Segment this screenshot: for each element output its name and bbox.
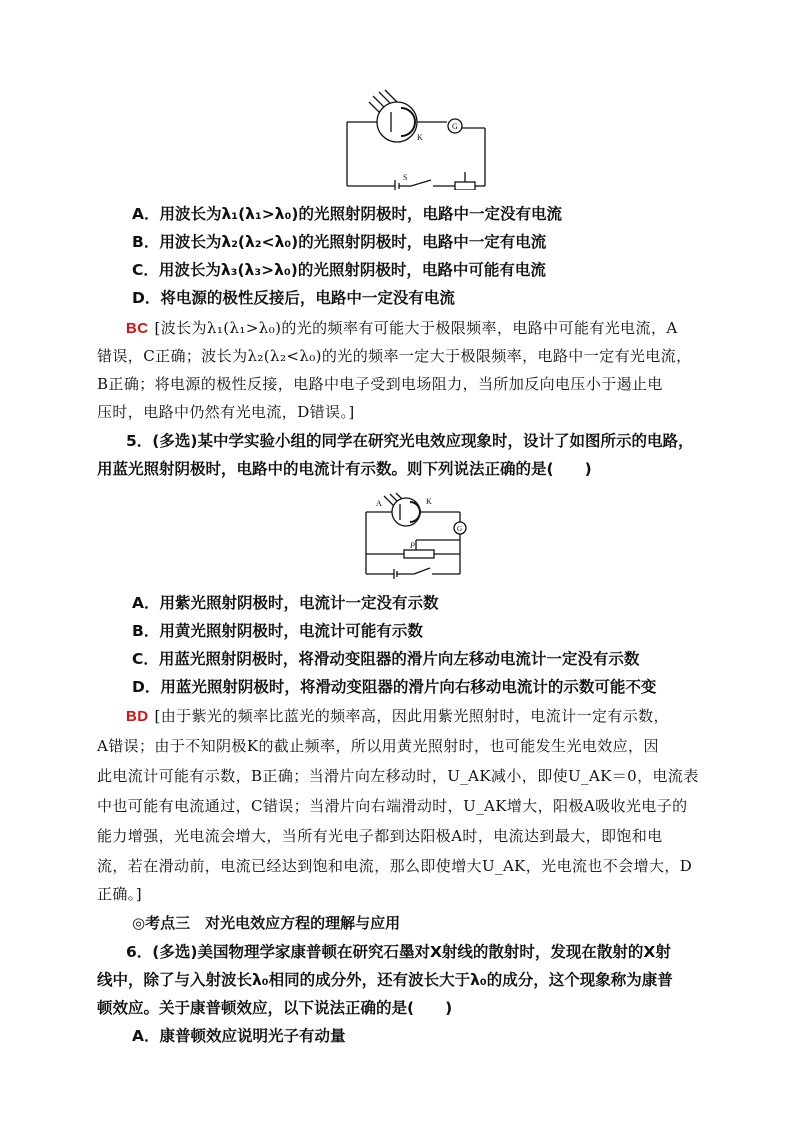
q5-answer-line-1: BD [由于紫光的频率比蓝光的频率高，因此用紫光照射时，电流计一定有示数，	[126, 707, 669, 725]
label-k: K	[417, 133, 423, 142]
q5-answer-line-2: A错误；由于不知阴极K的截止频率，所以用黄光照射时，也可能发生光电效应，因	[97, 737, 659, 755]
section-heading: ◎考点三 对光电效应方程的理解与应用	[132, 914, 401, 932]
circuit-diagram-1	[335, 88, 495, 190]
q5-answer-line-5: 能力增强，光电流会增大，当所有光电子都到达阳极A时，电流达到最大，即饱和电	[97, 827, 663, 845]
q6-stem-line-3: 顿效应。关于康普顿效应，以下说法正确的是( )	[97, 999, 453, 1017]
label-g: G	[452, 122, 458, 131]
q5-answer-tag: BD	[126, 708, 149, 725]
q4-option-c: C．用波长为λ₃(λ₃>λ₀)的光照射阴极时，电路中可能有电流	[132, 261, 546, 279]
q6-stem-line-1: 6．(多选)美国物理学家康普顿在研究石墨对X射线的散射时，发现在散射的X射	[126, 943, 671, 961]
q5-option-a: A．用紫光照射阴极时，电流计一定没有示数	[132, 594, 439, 612]
q4-answer-tag: BC	[126, 320, 149, 337]
q5-option-c: C．用蓝光照射阴极时，将滑动变阻器的滑片向左移动电流计一定没有示数	[132, 650, 640, 668]
q5-option-b: B．用黄光照射阴极时，电流计可能有示数	[132, 622, 423, 640]
q5-answer-line-3: 此电流计可能有示数，B正确；当滑片向左移动时，U_AK减小，即使U_AK＝0，电流表	[97, 767, 699, 785]
q5-answer-line-7: 正确。]	[97, 885, 142, 903]
q4-option-a: A．用波长为λ₁(λ₁>λ₀)的光照射阴极时，电路中一定没有电流	[132, 205, 562, 223]
q4-option-b: B．用波长为λ₂(λ₂<λ₀)的光照射阴极时，电路中一定有电流	[132, 233, 547, 251]
label-s: S	[403, 173, 408, 182]
q5-option-d: D．用蓝光照射阴极时，将滑动变阻器的滑片向右移动电流计的示数可能不变	[132, 678, 657, 696]
q4-answer-line-3: B正确；将电源的极性反接，电路中电子受到电场阻力，当所加反向电压小于遏止电	[97, 375, 663, 393]
label-g: G	[457, 525, 463, 533]
label-p: P	[410, 541, 415, 550]
q4-answer-line-1: BC [波长为λ₁(λ₁>λ₀)的光的频率有可能大于极限频率，电路中可能有光电流，A	[126, 319, 678, 337]
circuit-diagram-2	[360, 492, 480, 582]
q4-answer-line-4: 压时，电路中仍然有光电流，D错误。]	[97, 403, 355, 421]
q6-option-a: A．康普顿效应说明光子有动量	[132, 1027, 346, 1045]
label-k: K	[426, 497, 432, 506]
q6-stem-line-2: 线中，除了与入射波长λ₀相同的成分外，还有波长大于λ₀的成分，这个现象称为康普	[97, 971, 673, 989]
q5-stem-line-2: 用蓝光照射阴极时，电路中的电流计有示数。则下列说法正确的是( )	[97, 460, 592, 478]
q4-option-d: D．将电源的极性反接后，电路中一定没有电流	[132, 289, 455, 307]
q5-answer-line-4: 中也可能有电流通过，C错误；当滑片向右端滑动时，U_AK增大，阳极A吸收光电子的	[97, 797, 688, 815]
label-a: A	[376, 499, 382, 508]
q5-answer-line-6: 流，若在滑动前，电流已经达到饱和电流，那么即使增大U_AK，光电流也不会增大，D	[97, 857, 693, 875]
q5-stem-line-1: 5．(多选)某中学实验小组的同学在研究光电效应现象时，设计了如图所示的电路，	[126, 432, 694, 450]
q4-answer-line-2: 错误，C正确；波长为λ₂(λ₂<λ₀)的光的频率一定大于极限频率，电路中一定有光电流，	[97, 347, 692, 365]
